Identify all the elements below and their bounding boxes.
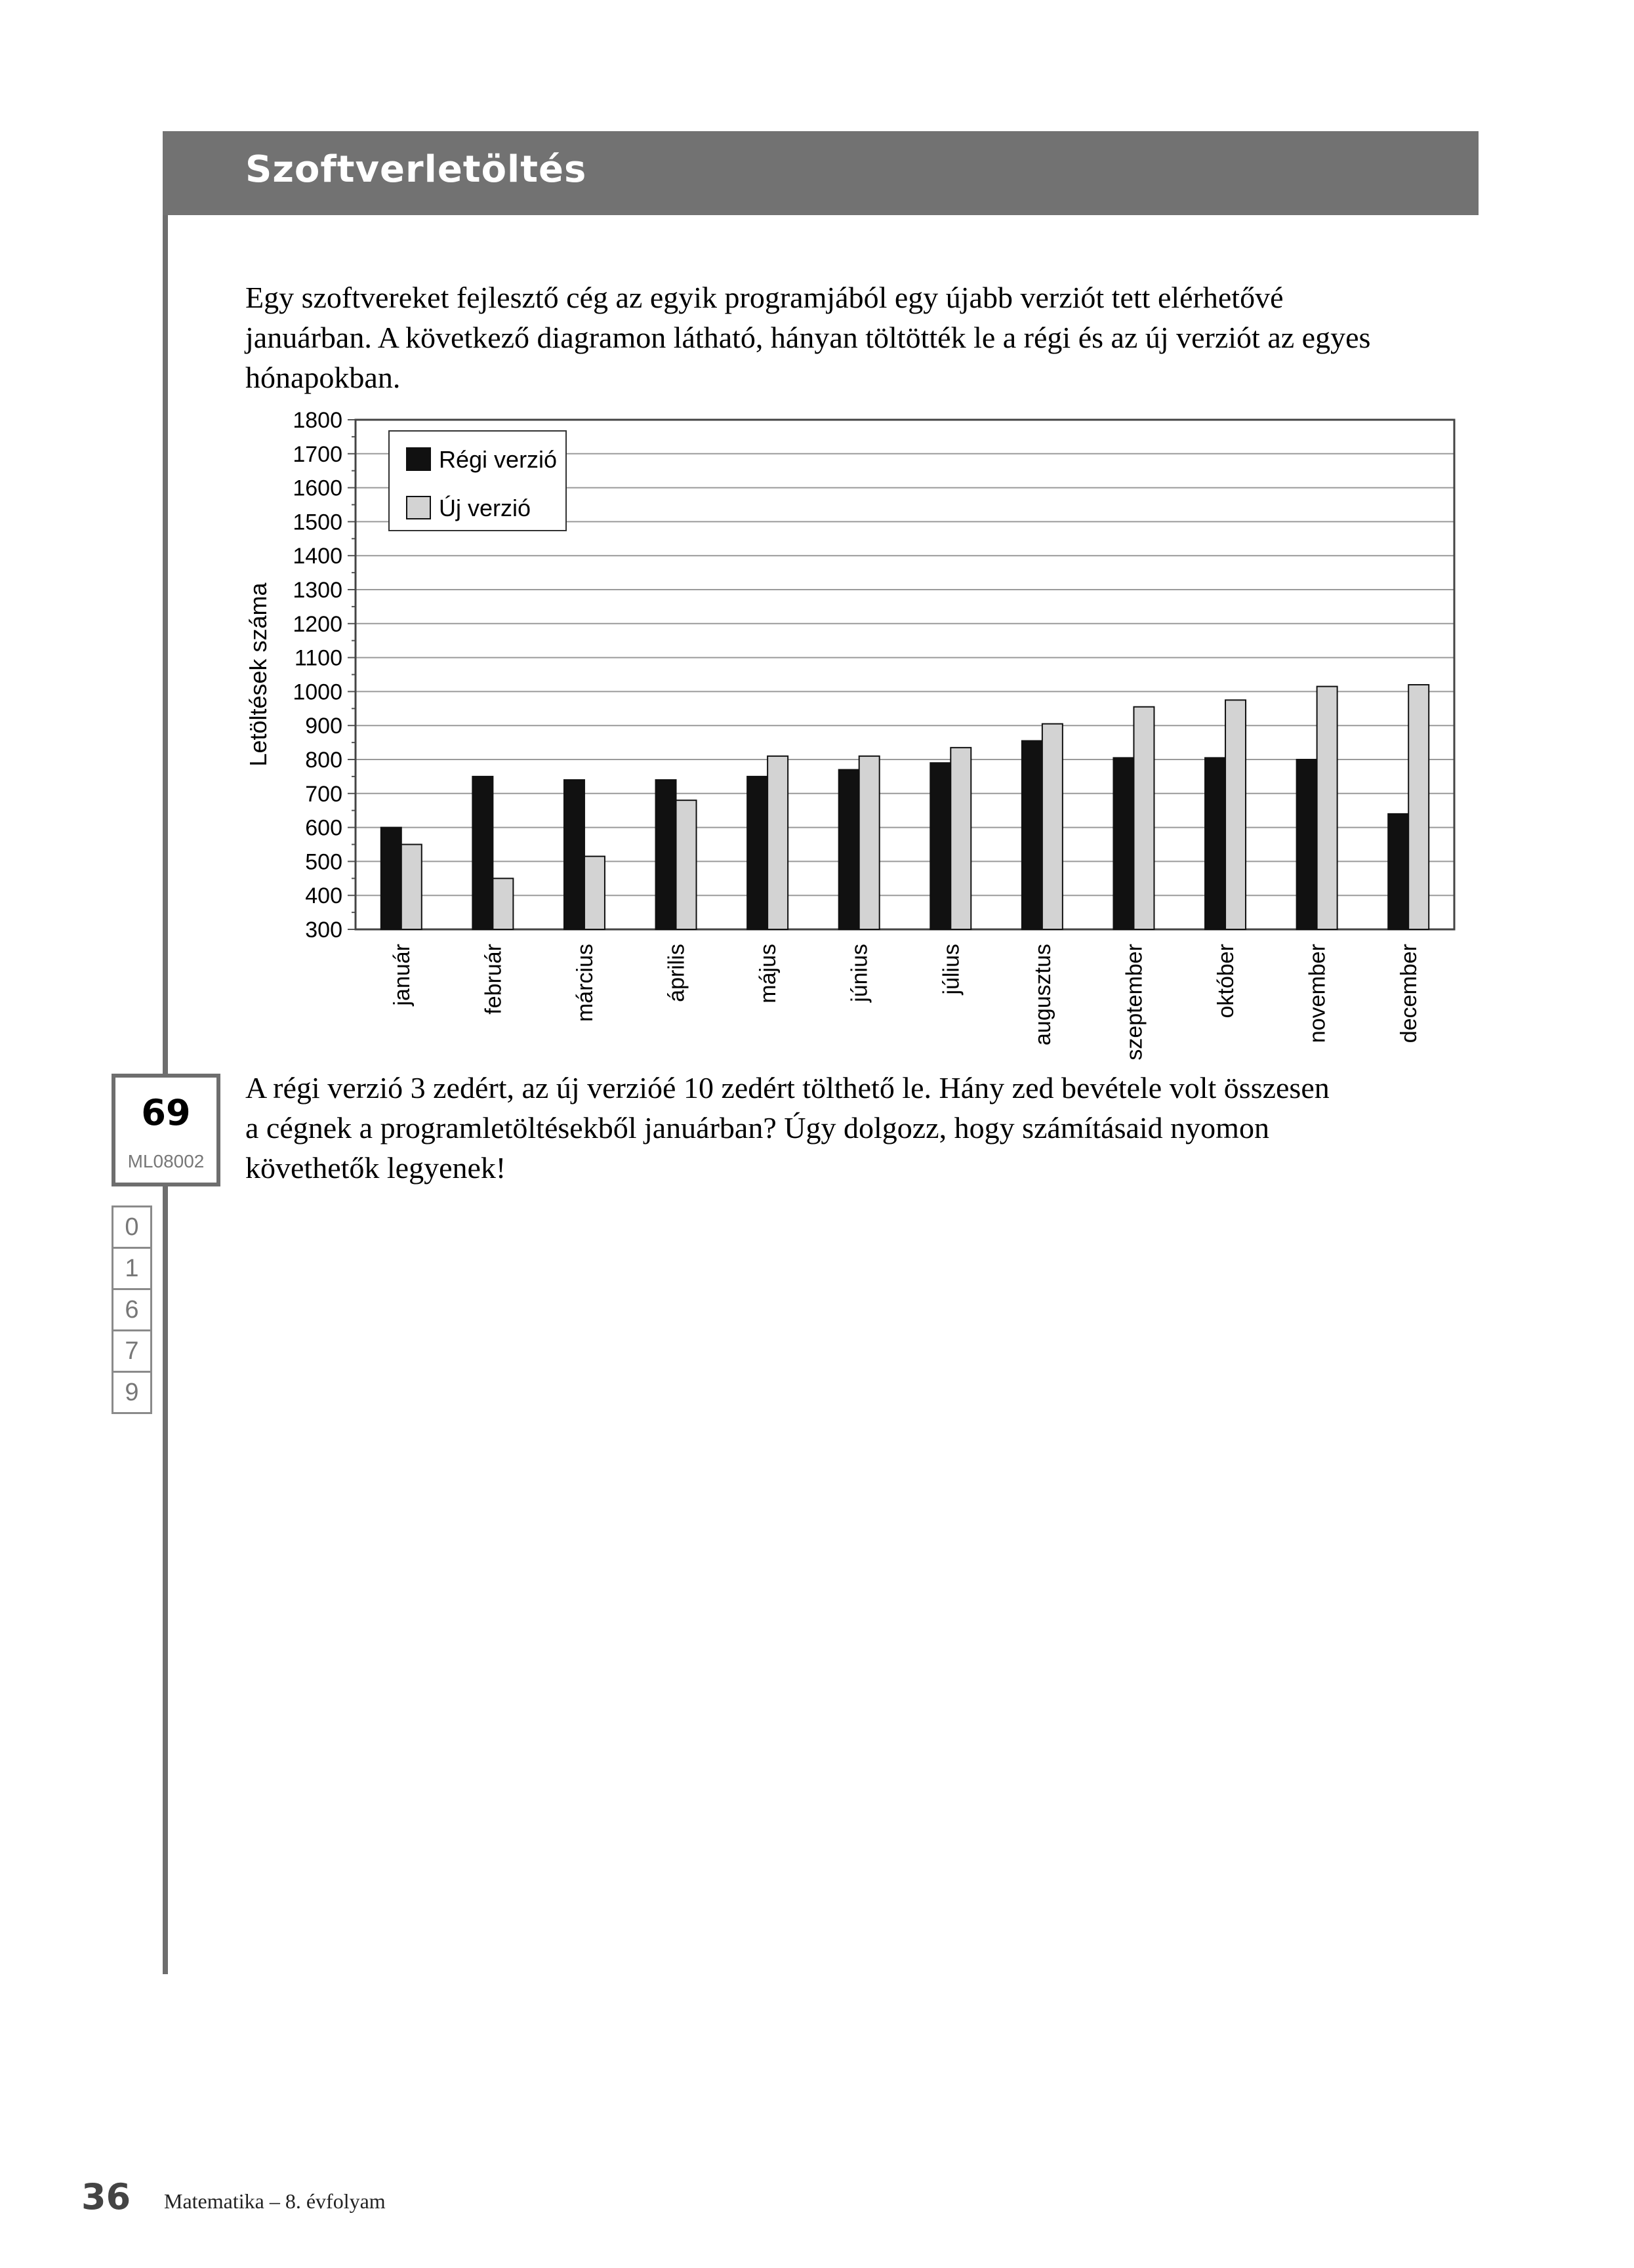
question-paragraph — [245, 1068, 1330, 1188]
x-tick-label: március — [572, 944, 598, 1023]
bar-new-version — [1317, 687, 1338, 929]
bar-old-version — [1113, 758, 1134, 929]
question-line: a cégnek a programletöltésekből januárban? Úgy dolgozz, hogy számításaid nyomon — [245, 1111, 1269, 1144]
y-tick-label: 400 — [305, 883, 342, 909]
page-title: Szoftverletöltés — [245, 148, 587, 191]
x-tick-label: július — [939, 944, 964, 995]
task-number-box — [112, 1074, 220, 1186]
y-tick-label: 300 — [305, 918, 342, 942]
y-tick-label: 600 — [305, 815, 342, 841]
intro-line: hónapokban. — [245, 361, 401, 394]
legend-label: Új verzió — [439, 495, 531, 521]
bar-new-version — [1225, 700, 1246, 929]
x-tick-label: december — [1397, 944, 1422, 1043]
x-tick-label: február — [481, 944, 506, 1015]
y-tick-label: 1300 — [293, 578, 342, 603]
bar-old-version — [930, 763, 950, 929]
bar-new-version — [493, 878, 513, 929]
bar-old-version — [564, 780, 584, 929]
score-code-cell[interactable]: 6 — [112, 1288, 152, 1331]
bar-new-version — [1042, 724, 1063, 929]
x-tick-label: május — [756, 944, 781, 1003]
bar-new-version — [676, 800, 697, 929]
bar-old-version — [1297, 759, 1317, 929]
bar-new-version — [767, 756, 788, 929]
x-tick-label: november — [1305, 944, 1330, 1043]
bar-new-version — [1408, 685, 1429, 929]
task-code: ML08002 — [127, 1151, 205, 1171]
x-tick-label: június — [847, 944, 872, 1002]
score-code-cell[interactable]: 1 — [112, 1247, 152, 1290]
bar-old-version — [839, 770, 859, 929]
score-code-column — [112, 1205, 152, 1412]
intro-line: januárban. A következő diagramon látható, hányan töltötték le a régi és az új verziót az egyes — [245, 321, 1371, 354]
y-tick-label: 1800 — [293, 410, 342, 433]
left-margin-rule — [163, 131, 168, 1974]
score-code-cell[interactable]: 7 — [112, 1329, 152, 1373]
y-tick-label: 500 — [305, 849, 342, 875]
bar-new-version — [950, 748, 971, 929]
bar-new-version — [1134, 707, 1154, 929]
question-line: követhetők legyenek! — [245, 1151, 506, 1185]
x-tick-label: szeptember — [1122, 944, 1147, 1061]
bar-new-version — [859, 756, 880, 929]
y-tick-label: 1700 — [293, 441, 342, 467]
bar-old-version — [747, 777, 767, 929]
y-tick-label: 800 — [305, 748, 342, 773]
y-axis-label: Letöltések száma — [245, 582, 272, 767]
question-line: A régi verzió 3 zedért, az új verzióé 10 zedért tölthető le. Hány zed bevétele volt összesen — [245, 1071, 1330, 1104]
y-tick-label: 1600 — [293, 476, 342, 501]
bar-new-version — [401, 845, 422, 930]
page-number: 36 — [81, 2176, 131, 2217]
score-code-cell[interactable]: 0 — [112, 1205, 152, 1249]
y-tick-label: 1200 — [293, 611, 342, 637]
y-tick-label: 1400 — [293, 544, 342, 569]
y-tick-label: 1000 — [293, 679, 342, 705]
x-tick-label: január — [389, 944, 415, 1006]
x-tick-label: augusztus — [1030, 944, 1055, 1045]
x-tick-label: október — [1214, 944, 1239, 1019]
bar-old-version — [656, 780, 676, 929]
y-tick-label: 700 — [305, 781, 342, 807]
score-code-cell[interactable]: 9 — [112, 1371, 152, 1414]
legend-swatch — [407, 448, 430, 470]
bar-old-version — [1388, 814, 1408, 929]
x-tick-label: április — [664, 944, 689, 1002]
bar-new-version — [584, 857, 605, 929]
downloads-bar-chart — [236, 410, 1469, 1066]
legend-label: Régi verzió — [439, 446, 558, 473]
chart-svg — [236, 410, 1469, 1066]
y-tick-label: 1100 — [294, 645, 342, 671]
bar-old-version — [1205, 758, 1225, 929]
legend-swatch — [407, 496, 430, 519]
footer-book-title: Matematika – 8. évfolyam — [164, 2189, 386, 2213]
bar-old-version — [472, 777, 493, 929]
intro-paragraph — [245, 277, 1370, 397]
y-tick-label: 1500 — [293, 510, 342, 535]
intro-line: Egy szoftvereket fejlesztő cég az egyik programjából egy újabb verziót tett elérhetővé — [245, 281, 1284, 314]
bar-old-version — [1022, 741, 1042, 929]
y-tick-label: 900 — [305, 714, 342, 739]
task-number: 69 — [141, 1092, 191, 1133]
bar-old-version — [381, 828, 401, 929]
